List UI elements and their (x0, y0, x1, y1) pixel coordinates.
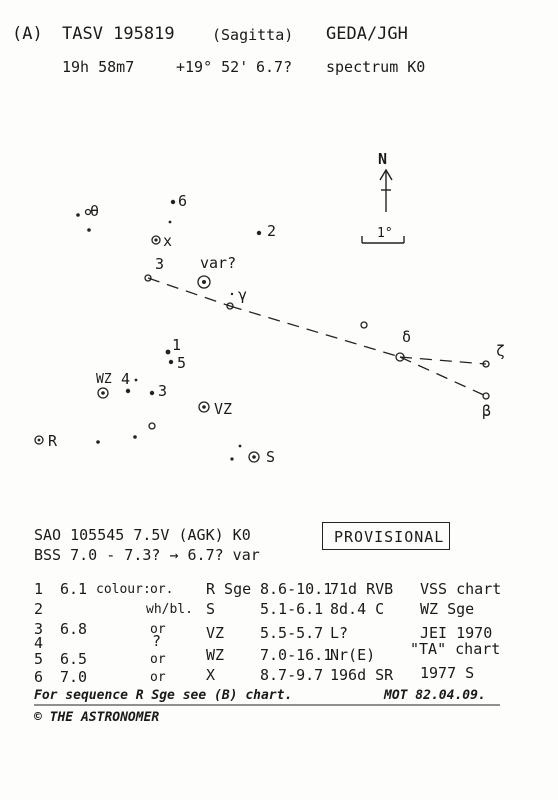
sao-line: SAO 105545 7.5V (AGK) K0 (34, 526, 251, 544)
label-zeta: ζ (496, 342, 506, 360)
table-cell: ? (152, 632, 162, 650)
table-cell: or (150, 622, 166, 637)
label-r: R (48, 432, 58, 450)
table-cell: 3 (34, 620, 44, 638)
scale-label: 1° (377, 226, 393, 241)
table-cell: X (206, 666, 216, 684)
table-cell: 7.0-16.1 (260, 646, 333, 664)
label-1: 1 (172, 336, 182, 354)
table-cell: 5.1-6.1 (260, 600, 324, 618)
table-cell: 196d SR (330, 666, 394, 684)
label-2: 2 (267, 222, 277, 240)
table-cell: WZ (206, 646, 225, 664)
label-delta: δ (402, 328, 412, 346)
table-cell: "TA" chart (410, 640, 501, 658)
table-cell: JEI 1970 (420, 624, 493, 642)
star-beta (483, 393, 489, 399)
label-s: S (266, 448, 276, 466)
table-cell: 6.8 (60, 620, 88, 638)
table-cell: or (150, 670, 166, 685)
label-5: 5 (177, 354, 187, 372)
spectrum: spectrum K0 (326, 58, 426, 76)
label-3b: 3 (158, 382, 168, 400)
chart-label: (A) (12, 24, 43, 44)
table-cell: VZ (206, 624, 225, 642)
table-cell: 8.7-9.7 (260, 666, 324, 684)
table-cell: or (150, 652, 166, 667)
label-theta: θ (90, 202, 100, 220)
table-cell: 7.0 (60, 668, 88, 686)
star-unlabeled-2 (149, 423, 155, 429)
sequence-note: For sequence R Sge see (B) chart. (34, 688, 293, 703)
table-cell: wh/bl. (146, 602, 193, 617)
right-ascension: 19h 58m7 (62, 58, 135, 76)
label-wz: WZ (96, 372, 112, 387)
table-cell: 1977 S (420, 664, 475, 682)
table-cell: 1 (34, 580, 44, 598)
provisional-label: PROVISIONAL (334, 528, 445, 546)
table-cell: L? (330, 624, 349, 642)
designation: TASV 195819 (62, 24, 175, 44)
label-6: 6 (178, 192, 188, 210)
declination: +19° 52' (176, 58, 249, 76)
star-dots (38, 200, 262, 461)
table-cell: R Sge (206, 580, 252, 598)
table-cell: Nr(E) (330, 646, 376, 664)
copyright-line: © THE ASTRONOMER (34, 710, 160, 725)
star-markers (35, 210, 492, 463)
table-cell: WZ Sge (420, 600, 475, 618)
table-cell: 5 (34, 650, 44, 668)
table-cell: 6.5 (60, 650, 88, 668)
constellation: (Sagitta) (212, 26, 294, 44)
table-cell: S (206, 600, 216, 618)
table-cell: 6 (34, 668, 44, 686)
constellation-line (148, 278, 486, 396)
label-beta: β (482, 402, 492, 420)
table-cell: 8d.4 C (330, 600, 385, 618)
magnitude: 6.7? (256, 58, 293, 76)
table-cell: colour: (96, 582, 151, 597)
signature: MOT 82.04.09. (384, 688, 486, 703)
table-cell: VSS chart (420, 580, 502, 598)
star-unlabeled (361, 322, 367, 328)
table-cell: 71d RVB (330, 580, 394, 598)
table-cell: 8.6-10.1 (260, 580, 333, 598)
label-x: x (163, 232, 173, 250)
table-cell: 6.1 (60, 580, 88, 598)
north-label: N (378, 150, 388, 168)
observer: GEDA/JGH (326, 24, 408, 44)
label-var: var? (200, 254, 237, 272)
bss-line: BSS 7.0 - 7.3? → 6.7? var (34, 546, 260, 564)
table-cell: 4 (34, 634, 44, 652)
label-gamma: γ (238, 286, 248, 304)
compass-arrow-icon (380, 170, 392, 212)
label-4: 4 (121, 370, 131, 388)
table-cell: 5.5-5.7 (260, 624, 324, 642)
table-cell: 2 (34, 600, 44, 618)
table-cell: or. (150, 582, 174, 597)
label-vz: VZ (214, 400, 233, 418)
label-3a: 3 (155, 255, 165, 273)
